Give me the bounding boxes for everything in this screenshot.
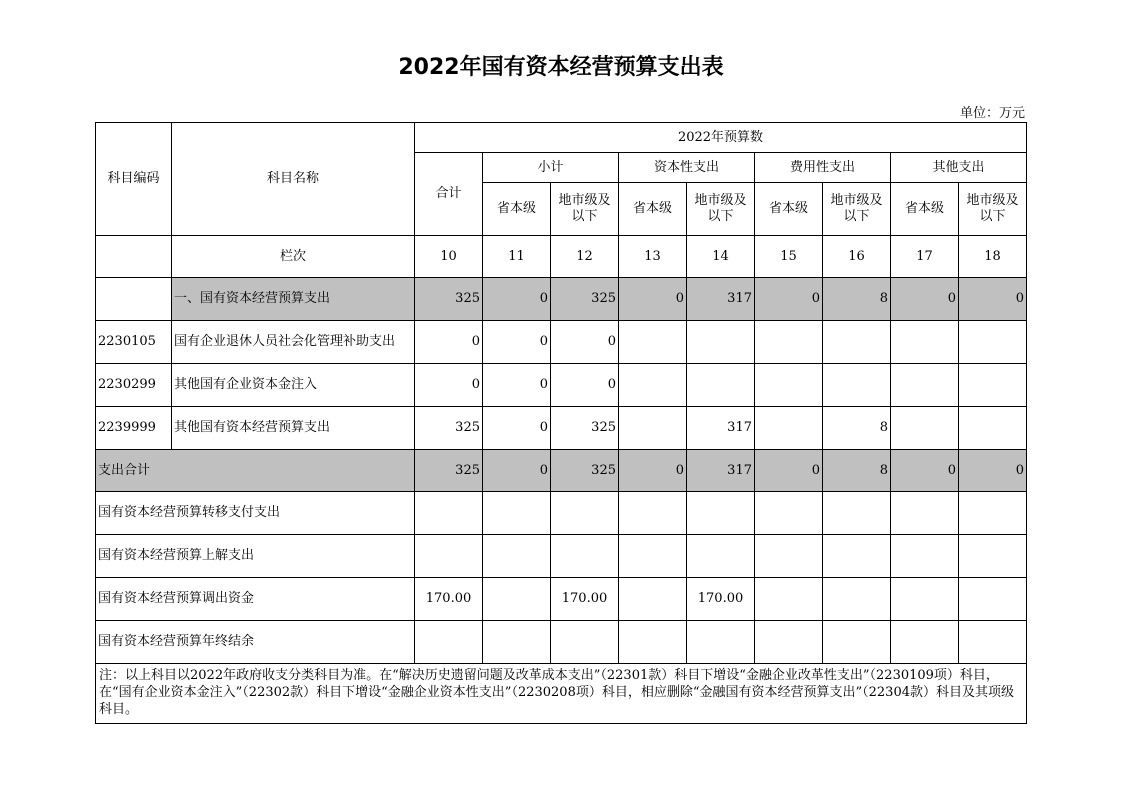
total-value: 325 [551,450,619,492]
extra-value [823,621,891,664]
total-value: 317 [687,450,755,492]
extra-value [755,621,823,664]
row-value: 0 [755,278,823,321]
row-value: 325 [551,407,619,450]
page-title: 2022年国有资本经营预算支出表 [398,55,724,80]
extra-value [823,492,891,535]
row-value: 0 [415,321,483,364]
total-value: 0 [891,450,959,492]
header-city: 地市级及以下 [823,183,891,236]
row-value [959,321,1027,364]
table-row [96,278,1027,321]
footnote: 注：以上科目以2022年政府收支分类科目为准。在“解决历史遗留问题及改革成本支出”（22301款）科目下增设“金融企业改革性支出”（2230109项）科目，在“国有企业资本金注入”（22302款）科目下增设“金融企业资本性支出”（2230208项）科目，相应删除“金融国有资本经营预算支出”（22304款）科目及其项级科目。 [96,664,1027,724]
table-row [96,364,1027,407]
extra-value [891,535,959,578]
header-name: 科目名称 [172,123,415,236]
row-value [755,364,823,407]
header-province: 省本级 [619,183,687,236]
extra-label: 国有资本经营预算转移支付支出 [96,492,415,535]
row-value [891,364,959,407]
extra-value: 170.00 [687,578,755,621]
table-row [96,407,1027,450]
extra-row [96,578,1027,621]
budget-table [95,122,1027,724]
extra-value [551,492,619,535]
extra-value [959,578,1027,621]
extra-value [415,621,483,664]
extra-label: 国有资本经营预算年终结余 [96,621,415,664]
row-value [687,321,755,364]
header-other: 其他支出 [891,153,1027,183]
row-code: 2230105 [96,321,172,364]
unit-label: 单位：万元 [959,106,1025,121]
extra-value [891,492,959,535]
extra-value [823,578,891,621]
row-value: 8 [823,278,891,321]
row-value: 0 [415,364,483,407]
extra-value [619,535,687,578]
row-name: 国有企业退休人员社会化管理补助支出 [172,321,415,364]
index-code-cell [96,236,172,278]
row-value [619,321,687,364]
row-value: 0 [483,364,551,407]
total-value: 0 [619,450,687,492]
row-code: 2230299 [96,364,172,407]
header-expense: 费用性支出 [755,153,891,183]
index-number: 17 [891,236,959,278]
total-label: 支出合计 [96,450,415,492]
index-number: 10 [415,236,483,278]
row-value [755,407,823,450]
row-value: 325 [551,278,619,321]
row-value: 317 [687,407,755,450]
extra-value [483,535,551,578]
index-number: 13 [619,236,687,278]
extra-value [755,492,823,535]
row-value [891,407,959,450]
total-value: 0 [755,450,823,492]
header-city: 地市级及以下 [687,183,755,236]
extra-value: 170.00 [415,578,483,621]
row-name: 一、国有资本经营预算支出 [172,278,415,321]
extra-value [483,621,551,664]
extra-value [891,621,959,664]
total-value: 325 [415,450,483,492]
extra-value [483,492,551,535]
row-name: 其他国有资本经营预算支出 [172,407,415,450]
row-code: 2239999 [96,407,172,450]
row-value: 317 [687,278,755,321]
extra-label: 国有资本经营预算上解支出 [96,535,415,578]
row-value [891,321,959,364]
extra-value [415,535,483,578]
row-value [755,321,823,364]
extra-value [755,535,823,578]
extra-value [619,578,687,621]
header-subtotal: 小计 [483,153,619,183]
extra-value [551,535,619,578]
extra-value [619,621,687,664]
extra-value [959,492,1027,535]
total-value: 8 [823,450,891,492]
index-number: 16 [823,236,891,278]
header-code: 科目编码 [96,123,172,236]
row-value: 0 [483,278,551,321]
row-value: 325 [415,407,483,450]
row-value: 8 [823,407,891,450]
row-value: 0 [483,407,551,450]
total-value: 0 [483,450,551,492]
extra-value [551,621,619,664]
total-value: 0 [959,450,1027,492]
index-number: 14 [687,236,755,278]
index-number: 15 [755,236,823,278]
index-number: 11 [483,236,551,278]
row-value: 0 [551,321,619,364]
row-value [823,364,891,407]
header-capital: 资本性支出 [619,153,755,183]
extra-value [823,535,891,578]
extra-row [96,535,1027,578]
index-number: 12 [551,236,619,278]
extra-value [959,535,1027,578]
header-budget-group: 2022年预算数 [415,123,1027,153]
table-row [96,321,1027,364]
index-label: 栏次 [172,236,415,278]
index-number: 18 [959,236,1027,278]
row-value [619,364,687,407]
row-value: 0 [483,321,551,364]
row-value: 0 [959,278,1027,321]
row-value [823,321,891,364]
extra-value [891,578,959,621]
header-city: 地市级及以下 [959,183,1027,236]
header-province: 省本级 [891,183,959,236]
extra-row [96,621,1027,664]
row-value [619,407,687,450]
row-value: 0 [891,278,959,321]
extra-row [96,492,1027,535]
total-row [96,450,1027,492]
extra-value [959,621,1027,664]
header-province: 省本级 [755,183,823,236]
header-city: 地市级及以下 [551,183,619,236]
extra-value [483,578,551,621]
header-total: 合计 [415,153,483,236]
row-value: 0 [551,364,619,407]
extra-value [755,578,823,621]
row-value [959,407,1027,450]
row-value [687,364,755,407]
extra-value [687,492,755,535]
row-value: 0 [619,278,687,321]
extra-value [687,535,755,578]
row-value [959,364,1027,407]
row-name: 其他国有企业资本金注入 [172,364,415,407]
row-value: 325 [415,278,483,321]
extra-value: 170.00 [551,578,619,621]
extra-value [415,492,483,535]
row-code [96,278,172,321]
header-province: 省本级 [483,183,551,236]
extra-value [619,492,687,535]
extra-value [687,621,755,664]
extra-label: 国有资本经营预算调出资金 [96,578,415,621]
